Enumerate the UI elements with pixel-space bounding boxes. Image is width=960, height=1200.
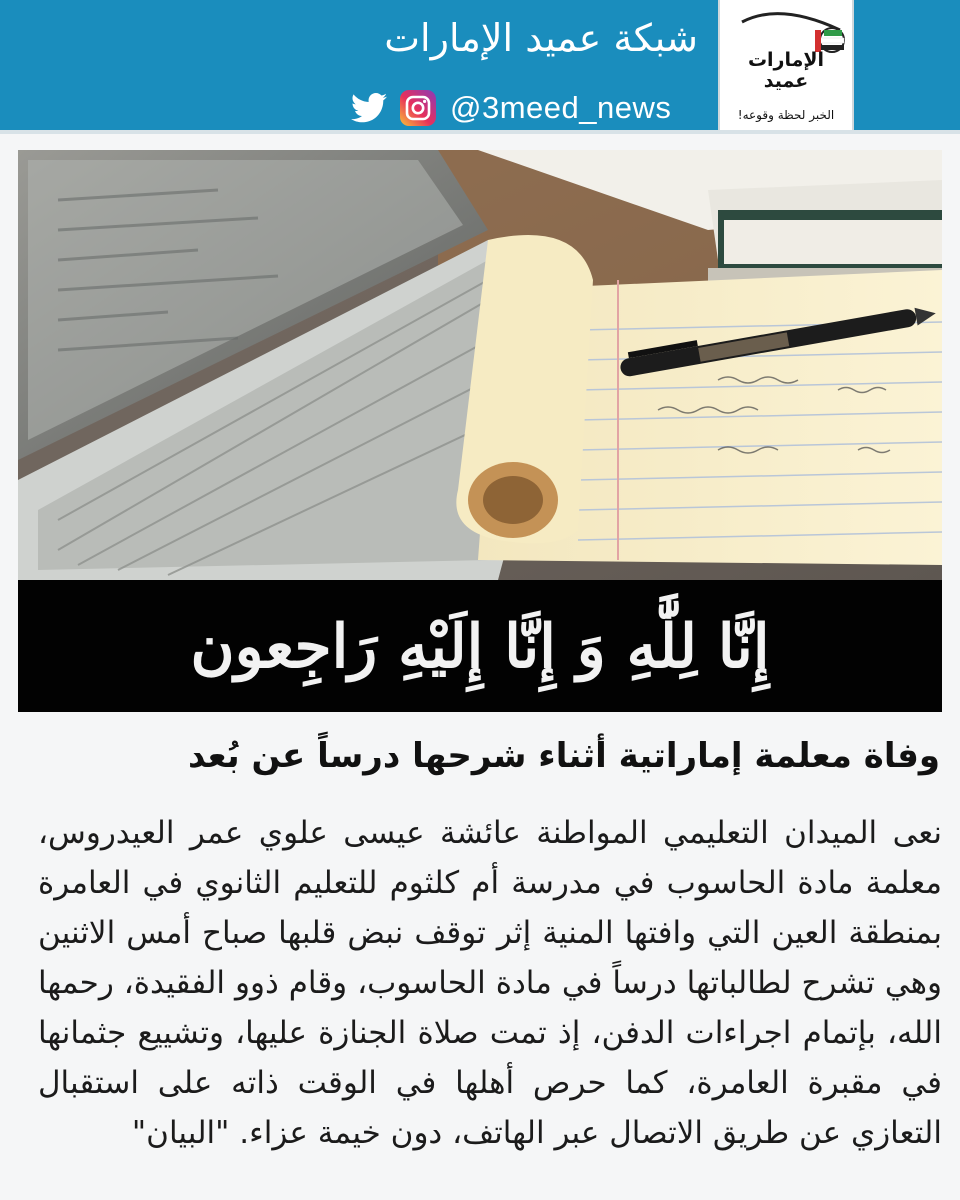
article-photo <box>18 150 942 580</box>
condolence-verse: إِنَّا لِلَّٰهِ وَ إِنَّا إِلَيْهِ رَاجِعون <box>190 612 770 682</box>
article-body: نعى الميدان التعليمي المواطنة عائشة عيسى علوي عمر العيدروس، معلمة مادة الحاسوب في مدرسة أم كلثوم للتعليم الثانوي في العامرة بمنطقة العين التي وافتها المنية إثر توقف نبض قلبها صباح أمس الاثنين وهي تشرح لطالباتها درساً في مادة الحاسوب، وقام ذوو الفقيدة، رحمها الله، بإتمام اجراءات الدفن، إذ تمت صلاة الجنازة عليها، وتشييع جثمانها في مقبرة العامرة، كما حرص أهلها في الوقت ذاته على استقبال التعازي عن طريق الاتصال عبر الهاتف، دون خيمة عزاء. "البيان" <box>38 815 942 1151</box>
site-header <box>0 0 960 134</box>
logo-tagline: الخبر لحظة وقوعه! <box>737 108 835 122</box>
logo-name-line2: عميد <box>763 70 809 92</box>
social-handle[interactable]: @3meed_news <box>450 90 672 125</box>
logo-name-line1: الإمارات <box>747 49 825 71</box>
instagram-icon[interactable] <box>400 90 436 126</box>
site-logo[interactable] <box>718 0 854 130</box>
laptop-notepad-illustration <box>18 150 942 580</box>
network-title: شبكة عميد الإمارات <box>384 16 698 60</box>
social-row <box>350 86 671 130</box>
condolence-banner <box>18 580 942 712</box>
twitter-icon[interactable] <box>350 93 388 123</box>
logo-name <box>726 50 846 92</box>
article-headline: وفاة معلمة إماراتية أثناء شرحها درساً عن بُعد <box>188 736 940 776</box>
